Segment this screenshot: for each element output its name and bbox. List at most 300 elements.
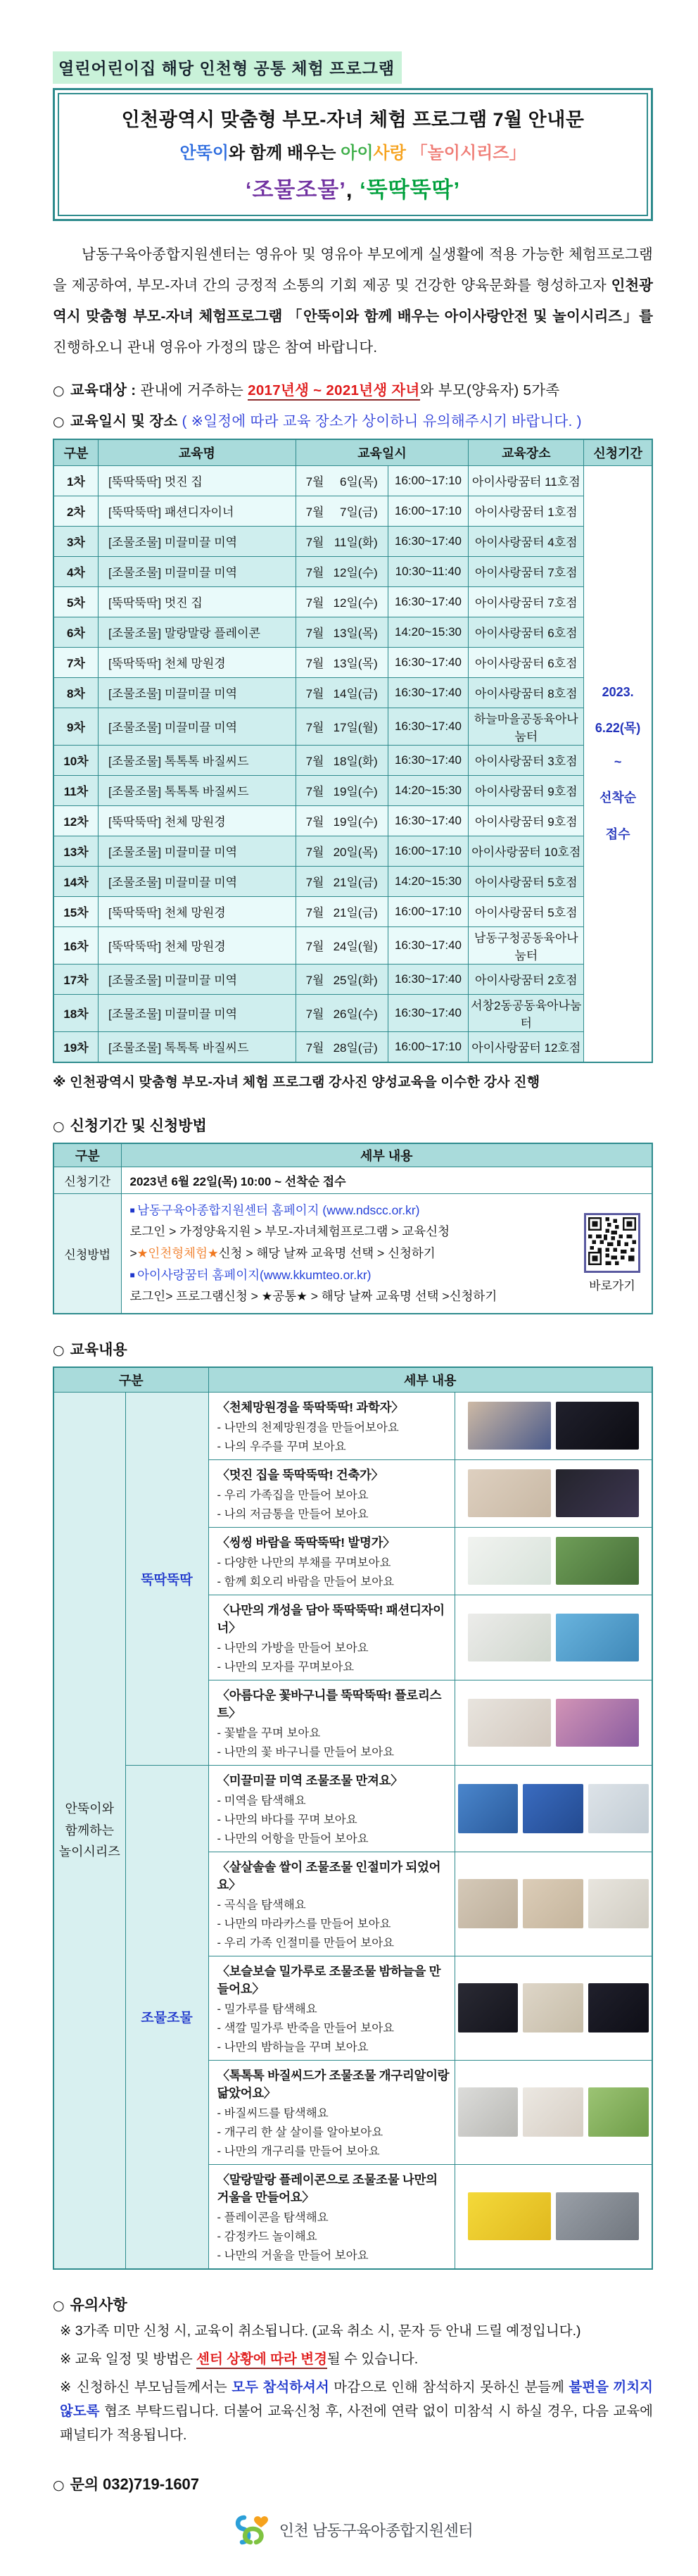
item-detail-cell <box>208 1765 455 1852</box>
photo-garden-fan <box>556 1537 639 1585</box>
cell-date <box>296 836 388 866</box>
schedule-row <box>53 745 652 775</box>
date-day: 13일(목) <box>333 627 378 641</box>
photo-telescope-craft <box>468 1402 551 1450</box>
cell-program: [뚝딱뚝딱] 천체 망원경 <box>98 926 296 964</box>
schedule-row <box>53 1031 652 1062</box>
date-month: 7월 <box>305 657 324 671</box>
item-title: 〈씽씽 바람을 뚝딱뚝딱! 발명가〉 <box>217 1535 395 1550</box>
item-bullet: - 나만의 바다를 꾸며 보아요 <box>217 1810 450 1827</box>
cell-round: 4차 <box>53 556 98 586</box>
cell-date <box>296 677 388 708</box>
col-round: 구분 <box>53 439 98 466</box>
schedule-row <box>53 617 652 647</box>
date-month: 7월 <box>305 906 324 920</box>
cell-program: [조물조물] 미끌미끌 미역 <box>98 556 296 586</box>
schedule-row <box>53 556 652 586</box>
item-title: 〈천체망원경을 뚝딱뚝딱! 과학자〉 <box>217 1400 404 1414</box>
cell-place: 아이사랑꿈터 6호점 <box>469 647 584 677</box>
item-images-cell <box>455 1595 652 1680</box>
date-month: 7월 <box>305 755 324 769</box>
cell-place: 아이사랑꿈터 5호점 <box>469 896 584 926</box>
photo-dough-hands <box>523 1983 583 2032</box>
item-bullet: - 나만의 거울을 만들어 보아요 <box>217 2246 450 2263</box>
cell-round: 19차 <box>53 1031 98 1062</box>
date-day: 25일(화) <box>333 974 378 988</box>
cell-program: [뚝딱뚝딱] 천체 망원경 <box>98 647 296 677</box>
item-bullet: - 플레이콘을 탐색해요 <box>217 2208 450 2225</box>
circle-marker: ○ <box>53 2297 65 2313</box>
item-images-cell <box>455 1459 652 1527</box>
cell-place: 남동구청공동육아나눔터 <box>469 926 584 964</box>
item-bullet: - 나만의 천제망원경을 만들어보아요 <box>217 1418 450 1435</box>
cell-date <box>296 647 388 677</box>
date-day: 14일(금) <box>333 687 378 701</box>
apply-period-line: 선착순 <box>599 790 637 805</box>
cell-place: 아이사랑꿈터 7호점 <box>469 556 584 586</box>
cell-time: 16:30~17:40 <box>388 745 469 775</box>
cell-round: 9차 <box>53 708 98 745</box>
date-month: 7월 <box>305 940 324 954</box>
cell-program: [조물조물] 미끌미끌 미역 <box>98 836 296 866</box>
col-period: 신청기간 <box>584 439 652 466</box>
notice-item-3: ※ 신청하신 부모님들께서는 모두 참석하셔서 마감으로 인해 참석하지 못하신 분들께 불편을 끼치지 않도록 협조 부탁드립니다. 더불어 교육신청 후, 사전에 연락 없이 미참석 시 하실 경우, 다음 교육에 패널티가 적용됩니다. <box>60 2380 653 2444</box>
item-bullet: - 함께 회오리 바람을 만들어 보아요 <box>217 1572 450 1589</box>
program-jomul: ‘조물조물’ <box>245 177 346 202</box>
notice-item-2: ※ 교육 일정 및 방법은 센터 상황에 따라 변경될 수 있습니다. <box>53 2347 653 2371</box>
apply-col-category: 구분 <box>53 1143 121 1167</box>
cell-round: 7차 <box>53 647 98 677</box>
title-line3: ‘조물조물’, ‘뚝딱뚝딱’ <box>245 177 461 202</box>
title-character-name: 안뚝이 <box>179 144 229 163</box>
cell-program: [조물조물] 미끌미끌 미역 <box>98 866 296 896</box>
date-month: 7월 <box>305 475 324 489</box>
photo-frog-lifecycle-drawing <box>523 2087 583 2137</box>
phone-number: 032)719-1607 <box>103 2475 200 2493</box>
photo-drawn-fan <box>468 1537 551 1585</box>
cell-place: 아이사랑꿈터 3호점 <box>469 745 584 775</box>
cell-place: 서창2동공동육아나눔터 <box>469 994 584 1031</box>
cell-time: 16:30~17:40 <box>388 526 469 556</box>
item-bullet: - 다양한 나만의 부채를 꾸며보아요 <box>217 1553 450 1570</box>
item-title: 〈멋진 집을 뚝딱뚝딱! 건축가〉 <box>217 1467 383 1482</box>
cell-program: [조물조물] 톡톡톡 바질씨드 <box>98 745 296 775</box>
photo-flower-basket <box>556 1699 639 1747</box>
item-bullet: - 우리 가족집을 만들어 보아요 <box>217 1485 450 1502</box>
item-images-cell <box>455 1527 652 1595</box>
cell-program: [조물조물] 톡톡톡 바질씨드 <box>98 775 296 805</box>
series-label-cell <box>53 1392 125 2269</box>
apply-col-detail: 세부 내용 <box>121 1143 652 1167</box>
cell-time: 16:00~17:10 <box>388 465 469 496</box>
schedule-row <box>53 964 652 994</box>
cell-place: 하늘마을공동육아나눔터 <box>469 708 584 745</box>
cell-round: 18차 <box>53 994 98 1031</box>
col-datetime: 교육일시 <box>296 439 469 466</box>
date-month: 7월 <box>305 596 324 610</box>
item-detail-cell <box>208 1956 455 2060</box>
cell-program: [뚝딱뚝딱] 패션디자이너 <box>98 496 296 526</box>
cell-round: 2차 <box>53 496 98 526</box>
schedule-row <box>53 647 652 677</box>
item-detail-cell <box>208 1852 455 1956</box>
series-label-line: 함께하는 <box>65 1823 115 1837</box>
cell-time: 16:30~17:40 <box>388 708 469 745</box>
photo-flour-night-sky <box>458 1983 519 2032</box>
qr-caption: 바로가기 <box>589 1279 635 1293</box>
cell-program: [조물조물] 미끌미끌 미역 <box>98 708 296 745</box>
date-day: 20일(목) <box>333 846 378 860</box>
cell-time: 16:30~17:40 <box>388 994 469 1031</box>
center-logo-icon <box>233 2513 272 2548</box>
apply-period-value: 2023년 6월 22일(목) 10:00 ~ 선착순 접수 <box>121 1167 652 1193</box>
education-content-table <box>53 1366 653 2270</box>
item-bullet: - 나만의 밤하늘을 꾸며 보아요 <box>217 2037 450 2054</box>
cell-time: 14:20~15:30 <box>388 617 469 647</box>
date-day: 21일(금) <box>333 876 378 890</box>
cell-place: 아이사랑꿈터 10호점 <box>469 836 584 866</box>
circle-marker: ○ <box>53 1342 65 1358</box>
cell-place: 아이사랑꿈터 6호점 <box>469 617 584 647</box>
cell-date <box>296 926 388 964</box>
schedule-row <box>53 526 652 556</box>
program-ttukttak: ‘뚝딱뚝딱’ <box>360 177 461 202</box>
cell-date <box>296 465 388 496</box>
schedule-row <box>53 836 652 866</box>
content-col-category: 구분 <box>53 1367 208 1393</box>
cell-place: 아이사랑꿈터 12호점 <box>469 1031 584 1062</box>
cell-round: 16차 <box>53 926 98 964</box>
photo-night-sky-stickers <box>588 1983 649 2032</box>
footer <box>53 2513 653 2548</box>
schedule-row <box>53 775 652 805</box>
apply-period-line: ~ <box>614 754 622 769</box>
cell-place: 아이사랑꿈터 4호점 <box>469 526 584 556</box>
venue-warning-note: ( ※일정에 따라 교육 장소가 상이하니 유의해주시기 바랍니다. ) <box>182 413 582 429</box>
apply-method-detail <box>121 1193 652 1314</box>
cell-time: 16:30~17:40 <box>388 805 469 836</box>
item-bullet: - 나만의 꽃 바구니를 만들어 보아요 <box>217 1742 450 1759</box>
date-day: 11일(화) <box>334 536 378 550</box>
cell-round: 15차 <box>53 896 98 926</box>
date-month: 7월 <box>305 536 324 550</box>
date-month: 7월 <box>305 785 324 799</box>
photo-house-money-box <box>556 1469 639 1517</box>
cell-place: 아이사랑꿈터 9호점 <box>469 805 584 836</box>
cell-place: 아이사랑꿈터 1호점 <box>469 496 584 526</box>
photo-grain-play <box>458 1879 519 1928</box>
apply-path-3: 로그인> 프로그램신청 > ★공통★ > 해당 날짜 교육명 선택 >신청하기 <box>129 1289 497 1304</box>
date-day: 19일(수) <box>333 815 378 829</box>
cell-date <box>296 586 388 617</box>
cell-date <box>296 866 388 896</box>
cell-time: 14:20~15:30 <box>388 866 469 896</box>
date-day: 26일(수) <box>333 1007 378 1022</box>
title-line1: 인천광역시 맞춤형 부모-자녀 체험 프로그램 7월 안내문 <box>121 109 585 130</box>
cell-round: 14차 <box>53 866 98 896</box>
photo-craft-bag <box>468 1614 551 1661</box>
item-bullet: - 나만의 어항을 만들어 보아요 <box>217 1829 450 1846</box>
cell-date <box>296 994 388 1031</box>
item-detail-cell <box>208 1680 455 1765</box>
cell-date <box>296 896 388 926</box>
cell-time: 16:00~17:10 <box>388 1031 469 1062</box>
item-images-cell <box>455 1852 652 1956</box>
schedule-row <box>53 708 652 745</box>
apply-section-heading: ○ 신청기간 및 신청방법 <box>53 1117 207 1134</box>
date-day: 18일(화) <box>333 755 378 769</box>
date-month: 7월 <box>305 846 324 860</box>
circle-marker: ○ <box>53 2477 65 2493</box>
photo-space-drawing <box>556 1402 639 1450</box>
date-month: 7월 <box>305 974 324 988</box>
date-day: 28일(금) <box>333 1041 378 1055</box>
item-bullet: - 미역을 탐색해요 <box>217 1791 450 1808</box>
item-title: 〈아름다운 꽃바구니를 뚝딱뚝딱! 플로리스트〉 <box>217 1688 442 1720</box>
item-title: 〈나만의 개성을 담아 뚝딱뚝딱! 패션디자이너〉 <box>217 1602 445 1635</box>
photo-smiley-mirror <box>468 2192 551 2240</box>
item-bullet: - 나만의 마라카스를 만들어 보아요 <box>217 1914 450 1931</box>
cell-date <box>296 617 388 647</box>
cell-round: 12차 <box>53 805 98 836</box>
notice-item-1: ※ 3가족 미만 신청 시, 교육이 취소됩니다. (교육 취소 시, 문자 등 안내 드릴 예정입니다.) <box>60 2323 581 2339</box>
intro-paragraph: 남동구육아종합지원센터는 영유아 및 영유아 부모에게 실생활에 적용 가능한 체험프로그램을 제공하여, 부모-자녀 간의 긍정적 소통의 기회 제공 및 건강한 양육문화를 형성하고자 인천광역시 맞춤형 부모-자녀 체험프로그램 「안뚝이와 함께 배우는 아이사랑안전 및 놀이시리즈」를 진행하오니 관내 영유아 가정의 많은 참여 바랍니다. <box>53 246 653 356</box>
date-day: 19일(수) <box>333 785 378 799</box>
schedule-table <box>53 439 653 1063</box>
date-day: 7일(금) <box>340 505 378 520</box>
item-detail-cell <box>208 1459 455 1527</box>
photo-seed-bowl <box>458 2087 519 2137</box>
item-images-cell <box>455 1392 652 1459</box>
apply-method-label: 신청방법 <box>53 1193 121 1314</box>
circle-marker: ○ <box>53 413 65 429</box>
item-bullet: - 나의 우주를 꾸며 보아요 <box>217 1437 450 1454</box>
date-month: 7월 <box>305 1041 324 1055</box>
qr-code-pattern <box>588 1217 636 1265</box>
cell-program: [조물조물] 말랑말랑 플레이콘 <box>98 617 296 647</box>
apply-period-cell <box>584 465 652 1062</box>
cell-round: 13차 <box>53 836 98 866</box>
cell-place: 아이사랑꿈터 11호점 <box>469 465 584 496</box>
schedule-row <box>53 926 652 964</box>
cell-program: [뚝딱뚝딱] 멋진 집 <box>98 465 296 496</box>
item-images-cell <box>455 1680 652 1765</box>
item-bullet: - 나만의 모자를 꾸며보아요 <box>217 1657 450 1674</box>
item-detail-cell <box>208 1527 455 1595</box>
cell-place: 아이사랑꿈터 9호점 <box>469 775 584 805</box>
col-program: 교육명 <box>98 439 296 466</box>
cell-round: 17차 <box>53 964 98 994</box>
photo-emotion-board <box>556 2192 639 2240</box>
schedule-row <box>53 586 652 617</box>
title-box <box>53 88 653 221</box>
circle-marker: ○ <box>53 382 65 398</box>
cell-time: 16:30~17:40 <box>388 647 469 677</box>
homepage-link-kkumteo[interactable]: ■ 아이사랑꿈터 홈페이지(www.kkumteo.or.kr) <box>130 1264 497 1286</box>
schedule-row <box>53 866 652 896</box>
date-month: 7월 <box>305 627 324 641</box>
item-images-cell <box>455 2060 652 2164</box>
cell-place: 아이사랑꿈터 5호점 <box>469 866 584 896</box>
photo-rice-hands <box>523 1879 583 1928</box>
item-title: 〈톡톡톡 바질씨드가 조물조물 개구리알이랑 닮았어요〉 <box>217 2068 450 2100</box>
schedule-row <box>53 896 652 926</box>
item-detail-cell <box>208 1595 455 1680</box>
cell-program: [뚝딱뚝딱] 천체 망원경 <box>98 896 296 926</box>
group-label-cell: 조물조물 <box>125 1765 208 2269</box>
col-place: 교육장소 <box>469 439 584 466</box>
cell-date <box>296 775 388 805</box>
date-day: 21일(금) <box>333 906 378 920</box>
date-day: 6일(목) <box>340 475 378 489</box>
apply-period-label: 신청기간 <box>53 1167 121 1193</box>
schedule-row <box>53 496 652 526</box>
homepage-link-ndscc[interactable]: ■ 남동구육아종합지원센터 홈페이지 (www.ndscc.or.kr) <box>130 1200 497 1221</box>
item-bullet: - 나만의 개구리를 만들어 보아요 <box>217 2142 450 2159</box>
schedule-heading-line: ○ 교육일시 및 장소 ( ※일정에 따라 교육 장소가 상이하니 유의해주시기 바랍니다. ) <box>53 413 582 429</box>
cell-date <box>296 526 388 556</box>
circle-marker: ○ <box>53 1118 65 1134</box>
item-detail-cell <box>208 2164 455 2269</box>
top-banner: 열린어린이집 해당 인천형 공통 체험 프로그램 <box>53 51 402 84</box>
cell-round: 5차 <box>53 586 98 617</box>
cell-date <box>296 708 388 745</box>
apply-period-line: 2023. <box>602 684 634 699</box>
content-col-detail: 세부 내용 <box>208 1367 652 1393</box>
item-bullet: - 꽃밭을 꾸며 보아요 <box>217 1723 450 1740</box>
cell-round: 8차 <box>53 677 98 708</box>
cell-time: 16:00~17:10 <box>388 896 469 926</box>
item-bullet: - 바질씨드를 탐색해요 <box>217 2104 450 2121</box>
content-row <box>53 1392 652 1459</box>
date-month: 7월 <box>305 687 324 701</box>
series-label-line: 안뚝이와 <box>65 1801 115 1816</box>
schedule-row <box>53 805 652 836</box>
item-bullet: - 곡식을 탐색해요 <box>217 1895 450 1912</box>
schedule-change-warning: 센터 상황에 따라 변경 <box>196 2351 327 2369</box>
date-day: 13일(목) <box>333 657 378 671</box>
qr-code <box>584 1213 640 1273</box>
cell-time: 16:00~17:10 <box>388 496 469 526</box>
item-title: 〈보슬보슬 밀가루로 조물조물 밤하늘을 만들어요〉 <box>217 1964 441 1996</box>
title-line2: 안뚝이와 함께 배우는 아이사랑 「놀이시리즈」 <box>179 144 526 163</box>
photo-sea-bag <box>458 1784 519 1833</box>
date-month: 7월 <box>305 815 324 829</box>
item-bullet: - 나의 저금통을 만들어 보아요 <box>217 1504 450 1521</box>
date-day: 17일(월) <box>333 721 378 735</box>
photo-fish-dish <box>523 1784 583 1833</box>
content-row <box>53 1765 652 1852</box>
group-label-cell: 뚝딱뚝딱 <box>125 1392 208 1765</box>
item-bullet: - 개구리 한 살 살이를 알아보아요 <box>217 2123 450 2140</box>
date-day: 24일(월) <box>333 940 378 954</box>
item-detail-cell <box>208 1392 455 1459</box>
cell-place: 아이사랑꿈터 2호점 <box>469 964 584 994</box>
item-bullet: - 색깔 밀가루 반죽을 만들어 보아요 <box>217 2018 450 2035</box>
item-title: 〈미끌미끌 미역 조물조물 만져요〉 <box>217 1773 403 1788</box>
apply-period-line: 접수 <box>605 827 630 841</box>
series-label-line: 놀이시리즈 <box>58 1845 120 1859</box>
cell-program: [뚝딱뚝딱] 멋진 집 <box>98 586 296 617</box>
cell-round: 11차 <box>53 775 98 805</box>
apply-path-1: 로그인 > 가정양육지원 > 부모-자녀체험프로그램 > 교육신청 <box>129 1224 450 1239</box>
apply-table <box>53 1143 653 1314</box>
apply-period-line: 6.22(목) <box>595 720 641 735</box>
date-month: 7월 <box>305 566 324 580</box>
cell-round: 3차 <box>53 526 98 556</box>
content-section-heading: ○ 교육내용 <box>53 1341 127 1358</box>
cell-time: 16:30~17:40 <box>388 964 469 994</box>
target-birthyears: 2017년생 ~ 2021년생 자녀 <box>248 382 420 401</box>
item-bullet: - 감정카드 놀이해요 <box>217 2227 450 2244</box>
cell-date <box>296 556 388 586</box>
date-month: 7월 <box>305 876 324 890</box>
cell-date <box>296 805 388 836</box>
cell-date <box>296 745 388 775</box>
cell-time: 16:30~17:40 <box>388 586 469 617</box>
apply-path-2: >★인천형체험★신청 > 해당 날짜 교육명 선택 > 신청하기 <box>129 1246 436 1260</box>
cell-program: [조물조물] 미끌미끌 미역 <box>98 994 296 1031</box>
cell-place: 아이사랑꿈터 7호점 <box>469 586 584 617</box>
schedule-row <box>53 465 652 496</box>
cell-time: 10:30~11:40 <box>388 556 469 586</box>
item-bullet: - 우리 가족 인절미를 만들어 보아요 <box>217 1933 450 1950</box>
contact-line: ○ 문의 032)719-1607 <box>53 2475 200 2493</box>
cell-time: 16:30~17:40 <box>388 926 469 964</box>
photo-craft-sticks <box>468 1469 551 1517</box>
photo-clear-fishbowl <box>588 1784 649 1833</box>
date-day: 12일(수) <box>333 596 378 610</box>
education-target-line: ○ 교육대상 : 관내에 거주하는 2017년생 ~ 2021년생 자녀와 부모(양육자) 5가족 <box>53 378 653 399</box>
cell-date <box>296 1031 388 1062</box>
cell-program: [뚝딱뚝딱] 천체 망원경 <box>98 805 296 836</box>
cell-round: 6차 <box>53 617 98 647</box>
item-bullet: - 나만의 가방을 만들어 보아요 <box>217 1638 450 1655</box>
cell-round: 1차 <box>53 465 98 496</box>
incheon-experience-star: ★인천형체험★ <box>137 1246 219 1260</box>
schedule-row <box>53 677 652 708</box>
cell-program: [조물조물] 미끌미끌 미역 <box>98 677 296 708</box>
item-bullet: - 밀가루를 탐색해요 <box>217 1999 450 2016</box>
cell-program: [조물조물] 톡톡톡 바질씨드 <box>98 1031 296 1062</box>
date-month: 7월 <box>305 1007 324 1022</box>
photo-flower-hands <box>468 1699 551 1747</box>
item-images-cell <box>455 1765 652 1852</box>
cell-time: 14:20~15:30 <box>388 775 469 805</box>
photo-maracas-craft <box>588 1879 649 1928</box>
cell-time: 16:00~17:10 <box>388 836 469 866</box>
schedule-row <box>53 994 652 1031</box>
cell-date <box>296 496 388 526</box>
item-title: 〈말랑말랑 플레이콘으로 조물조물 나만의 거울을 만들어요〉 <box>217 2172 438 2204</box>
date-month: 7월 <box>305 505 324 520</box>
instructor-note: ※ 인천광역시 맞춤형 부모-자녀 체험 프로그램 강사진 양성교육을 이수한 강사 진행 <box>53 1074 540 1090</box>
notice-section-heading: ○ 유의사항 <box>53 2297 127 2313</box>
cell-date <box>296 964 388 994</box>
cell-time: 16:30~17:40 <box>388 677 469 708</box>
item-detail-cell <box>208 2060 455 2164</box>
date-day: 12일(수) <box>333 566 378 580</box>
cell-program: [조물조물] 미끌미끌 미역 <box>98 526 296 556</box>
organization-name: 인천 남동구육아종합지원센터 <box>279 2522 474 2539</box>
cell-program: [조물조물] 미끌미끌 미역 <box>98 964 296 994</box>
item-images-cell <box>455 1956 652 2060</box>
photo-blue-hat <box>556 1614 639 1661</box>
cell-place: 아이사랑꿈터 8호점 <box>469 677 584 708</box>
cell-round: 10차 <box>53 745 98 775</box>
date-month: 7월 <box>305 721 324 735</box>
item-images-cell <box>455 2164 652 2269</box>
